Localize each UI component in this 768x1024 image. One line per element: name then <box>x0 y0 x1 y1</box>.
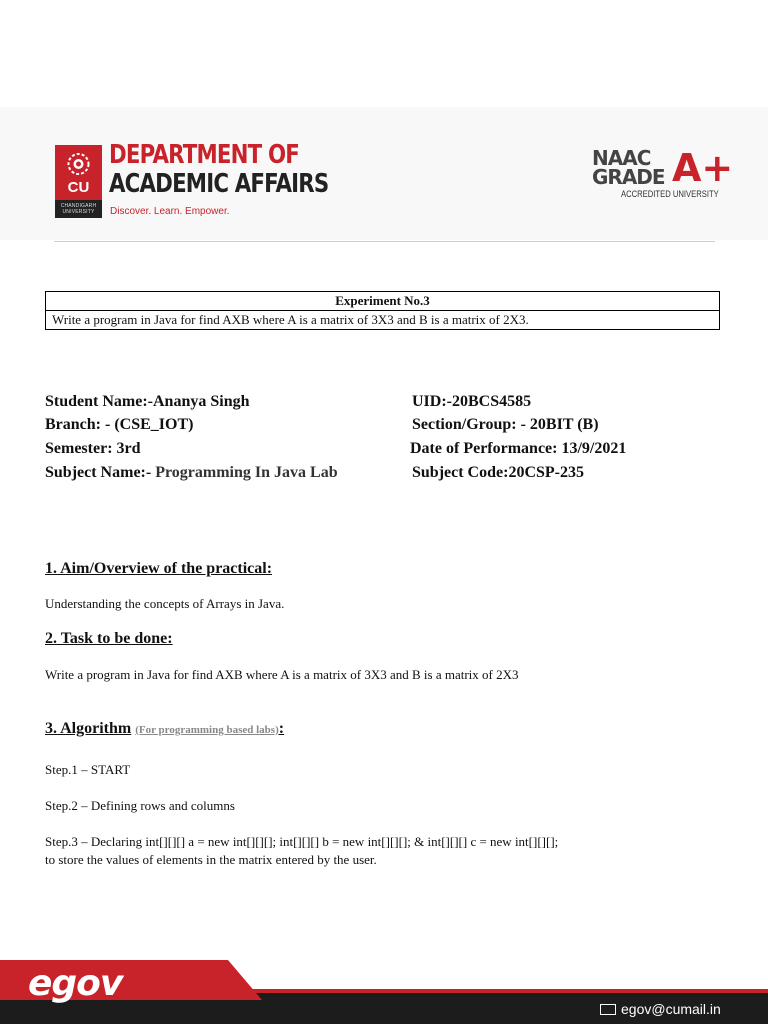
grade-value: A+ <box>672 146 734 190</box>
accredited-label: ACCREDITED UNIVERSITY <box>621 189 719 199</box>
task-heading: 2. Task to be done: <box>45 630 173 647</box>
task-text: Write a program in Java for find AXB where A is a matrix of 3X3 and B is a matrix of 2X3 <box>45 667 519 682</box>
student-uid: UID:-20BCS4585 <box>412 393 532 410</box>
algorithm-heading <box>45 720 284 738</box>
branch: Branch: - (CSE_IOT) <box>45 416 194 433</box>
naac-badge <box>592 146 734 204</box>
subject-name-label: Subject Name:- <box>45 464 156 481</box>
footer-email[interactable] <box>600 1001 721 1017</box>
algorithm-note: (For programming based labs) <box>135 724 279 736</box>
grade-label: GRADE <box>592 165 665 189</box>
section-group: Section/Group: - 20BIT (B) <box>412 416 599 433</box>
date-of-performance: Date of Performance: 13/9/2021 <box>410 440 627 457</box>
aim-heading: 1. Aim/Overview of the practical: <box>45 560 273 577</box>
egov-logo: egov <box>28 963 123 1004</box>
algorithm-title: 3. Algorithm <box>45 720 132 737</box>
experiment-statement: Write a program in Java for find AXB where A is a matrix of 3X3 and B is a matrix of 2X3. <box>52 312 529 327</box>
algorithm-step-1: Step.1 – START <box>45 762 131 777</box>
algorithm-colon: : <box>278 720 285 737</box>
email-address[interactable]: egov@cumail.in <box>621 1001 721 1017</box>
department-title-line1: DEPARTMENT OF <box>109 140 300 170</box>
semester: Semester: 3rd <box>45 440 141 457</box>
mail-icon <box>600 1004 616 1015</box>
aim-text: Understanding the concepts of Arrays in Java. <box>45 596 285 611</box>
student-name: Student Name:-Ananya Singh <box>45 393 250 410</box>
algorithm-step-2: Step.2 – Defining rows and columns <box>45 798 235 813</box>
subject-code: Subject Code:20CSP-235 <box>412 464 584 481</box>
experiment-table <box>45 291 720 330</box>
naac-label: NAAC <box>592 146 651 170</box>
algorithm-step-3-continued: to store the values of elements in the matrix entered by the user. <box>45 852 377 867</box>
tagline: Discover. Learn. Empower. <box>110 206 230 217</box>
algorithm-step-3: Step.3 – Declaring int[][][] a = new int[][][]; int[][][] b = new int[][][]; & int[][][] c = new int[][][]; <box>45 834 559 849</box>
department-title-line2: ACADEMIC AFFAIRS <box>109 169 329 199</box>
experiment-title: Experiment No.3 <box>46 292 719 311</box>
logo-mark: CU <box>67 179 90 196</box>
footer <box>0 960 768 1024</box>
subject-name <box>45 464 338 482</box>
emblem-icon <box>60 149 97 179</box>
subject-name-value: Programming In Java Lab <box>155 464 338 481</box>
logo-university-name: CHANDIGARH UNIVERSITY <box>55 200 102 218</box>
header-divider <box>54 241 715 242</box>
university-logo <box>55 145 102 218</box>
